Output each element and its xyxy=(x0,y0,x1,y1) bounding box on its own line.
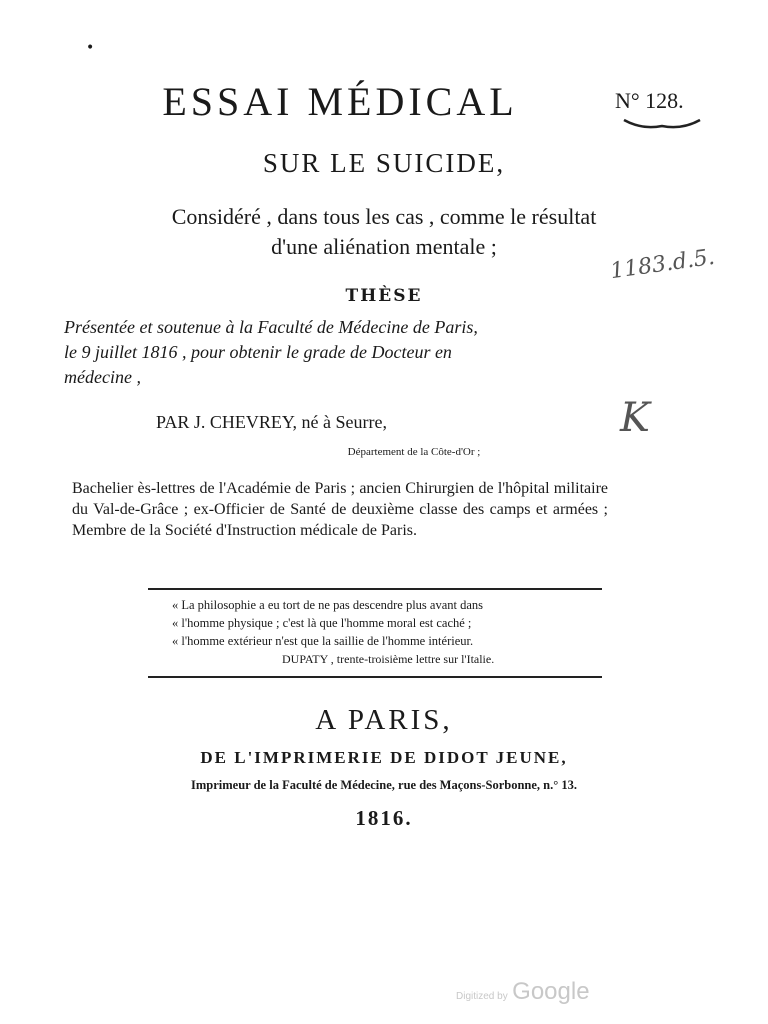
ornament-dot: • xyxy=(86,40,95,56)
considere-line: Considéré , dans tous les cas , comme le résultat xyxy=(171,204,597,229)
place: A PARIS, xyxy=(315,704,453,736)
printer: DE L'IMPRIMERIE DE DIDOT JEUNE, xyxy=(200,748,568,767)
epigraph-line: « La philosophie a eu tort de ne pas descendre plus avant dans xyxy=(172,598,484,612)
watermark-brand: Google xyxy=(512,978,590,1005)
presentation-line: Présentée et soutenue à la Faculté de Médecine de Paris, xyxy=(64,317,478,337)
printer-detail: Imprimeur de la Faculté de Médecine, rue des Maçons-Sorbonne, n.° 13. xyxy=(191,778,577,792)
catalog-number: N° 128. xyxy=(615,88,684,113)
epigraph-line: « l'homme physique ; c'est là que l'homme moral est caché ; xyxy=(172,616,472,630)
considere-line: d'une aliénation mentale ; xyxy=(271,234,497,259)
author-line: PAR J. CHEVREY, né à Seurre, xyxy=(156,412,388,432)
year: 1816. xyxy=(355,806,413,830)
divider-top xyxy=(148,588,602,590)
watermark xyxy=(456,978,590,1006)
presentation-line: médecine , xyxy=(64,367,141,387)
epigraph xyxy=(172,596,612,668)
page-title: ESSAI MÉDICAL xyxy=(162,79,518,124)
these-heading: THÈSE xyxy=(345,286,423,306)
subtitle: SUR LE SUICIDE, xyxy=(262,148,506,178)
handwritten-mark: K xyxy=(620,395,650,441)
divider-bottom xyxy=(148,676,602,678)
presentation-line: le 9 juillet 1816 , pour obtenir le grade de Docteur en xyxy=(64,342,452,362)
epigraph-line: « l'homme extérieur n'est que la saillie de l'homme intérieur. xyxy=(172,634,474,648)
departement: Département de la Côte-d'Or ; xyxy=(347,446,481,458)
presentation-text xyxy=(64,315,610,390)
handwritten-shelfmark: 1183.d.5. xyxy=(608,244,717,285)
epigraph-attribution: DUPATY , trente-troisième lettre sur l'Italie. xyxy=(282,652,495,666)
credentials: Bachelier ès-lettres de l'Académie de Paris ; ancien Chirurgien de l'hôpital militaire du Val-de-Grâce ; ex-Officier de Santé de deuxième classe des camps et armées ; Membre de la Société d'Instruction médicale de Paris. xyxy=(72,480,608,539)
watermark-small: Digitized by xyxy=(456,991,508,1002)
brace-underline xyxy=(622,118,702,132)
